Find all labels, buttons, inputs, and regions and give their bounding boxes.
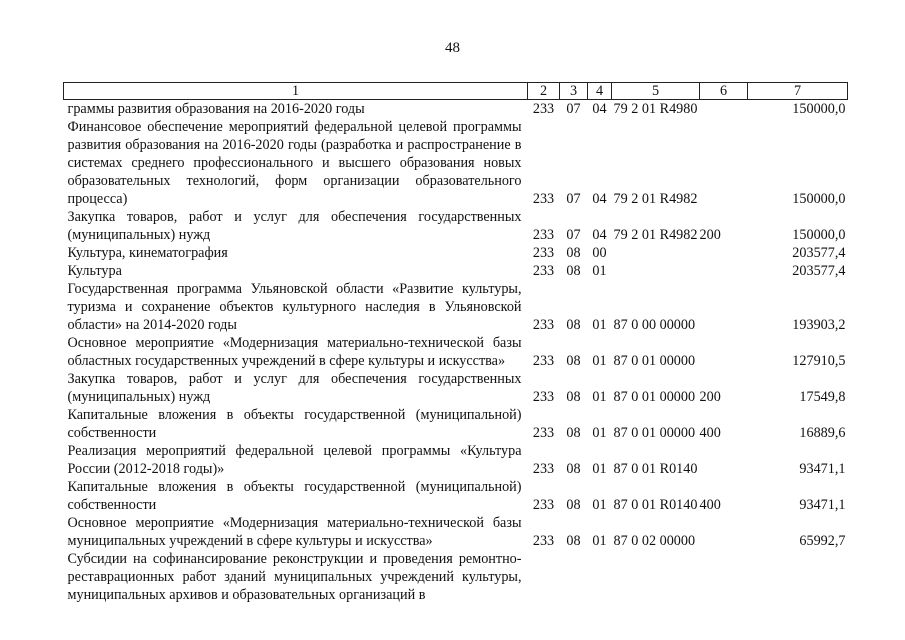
row-ministry-code: 233 bbox=[532, 425, 555, 441]
row-name: Реализация мероприятий федеральной целевой программы «Культура России (2012-2018 годы)» bbox=[67, 443, 522, 477]
row-ministry-code: 233 bbox=[532, 461, 555, 477]
row-target-article: 87 0 01 R0140 bbox=[613, 461, 698, 477]
row-amount: 150000,0 bbox=[792, 227, 846, 243]
row-ministry-code: 233 bbox=[532, 353, 555, 369]
row-ministry-code: 233 bbox=[532, 263, 555, 279]
row-ministry-code: 233 bbox=[532, 101, 555, 117]
column-header: 4 bbox=[588, 83, 612, 100]
row-ministry-code: 233 bbox=[532, 245, 555, 261]
row-name: Государственная программа Ульяновской области «Развитие культуры, туризма и сохранение объектов культурного наследия в Ульяновской области» на 2014-2020 годы bbox=[67, 281, 522, 333]
row-ministry-code: 233 bbox=[532, 533, 555, 549]
row-target-article: 87 0 01 00000 bbox=[613, 389, 696, 405]
row-expense-type: 400 bbox=[699, 425, 721, 441]
row-name: Культура, кинематография bbox=[67, 245, 228, 261]
row-subsection-code: 01 bbox=[592, 389, 607, 405]
row-subsection-code: 01 bbox=[592, 425, 607, 441]
row-amount bbox=[748, 550, 848, 604]
row-subsection-code: 01 bbox=[592, 497, 607, 513]
column-header: 1 bbox=[64, 83, 528, 100]
row-section-code: 08 bbox=[566, 461, 581, 477]
row-amount: 93471,1 bbox=[799, 497, 846, 513]
table-row bbox=[64, 478, 848, 514]
row-section-code: 08 bbox=[566, 389, 581, 405]
row-name: граммы развития образования на 2016-2020 годы bbox=[67, 101, 365, 117]
row-subsection-code: 04 bbox=[592, 191, 607, 207]
row-expense-type bbox=[700, 514, 748, 550]
row-target-article: 87 0 02 00000 bbox=[613, 533, 696, 549]
row-ministry-code: 233 bbox=[532, 497, 555, 513]
row-expense-type: 200 bbox=[699, 389, 721, 405]
row-section-code: 08 bbox=[566, 497, 581, 513]
row-target-article bbox=[612, 244, 700, 262]
row-name: Капитальные вложения в объекты государственной (муниципальной) собственности bbox=[67, 479, 522, 513]
row-section-code: 08 bbox=[566, 317, 581, 333]
row-expense-type bbox=[700, 262, 748, 280]
row-amount: 127910,5 bbox=[792, 353, 846, 369]
row-subsection-code bbox=[588, 550, 612, 604]
row-target-article: 87 0 01 00000 bbox=[613, 353, 696, 369]
row-amount: 150000,0 bbox=[792, 101, 846, 117]
row-section-code bbox=[560, 550, 588, 604]
row-ministry-code: 233 bbox=[532, 317, 555, 333]
table-row bbox=[64, 208, 848, 244]
row-subsection-code: 01 bbox=[592, 317, 607, 333]
row-expense-type bbox=[700, 244, 748, 262]
row-section-code: 08 bbox=[566, 425, 581, 441]
table-row bbox=[64, 262, 848, 280]
row-amount: 203577,4 bbox=[792, 263, 846, 279]
page-number: 48 bbox=[445, 40, 460, 56]
table-row bbox=[64, 370, 848, 406]
row-subsection-code: 01 bbox=[592, 533, 607, 549]
row-section-code: 08 bbox=[566, 245, 581, 261]
column-header: 5 bbox=[612, 83, 700, 100]
column-header: 2 bbox=[528, 83, 560, 100]
row-name: Закупка товаров, работ и услуг для обеспечения государственных (муниципальных) нужд bbox=[67, 371, 522, 405]
row-section-code: 08 bbox=[566, 353, 581, 369]
row-expense-type bbox=[700, 550, 748, 604]
table-header-row bbox=[64, 83, 848, 100]
row-subsection-code: 04 bbox=[592, 101, 607, 117]
row-section-code: 07 bbox=[566, 227, 581, 243]
row-name: Основное мероприятие «Модернизация материально-технической базы областных государственных учреждений в сфере культуры и искусства» bbox=[67, 335, 522, 369]
table-row bbox=[64, 514, 848, 550]
table-row bbox=[64, 334, 848, 370]
row-section-code: 08 bbox=[566, 533, 581, 549]
row-amount: 203577,4 bbox=[792, 245, 846, 261]
row-ministry-code: 233 bbox=[532, 191, 555, 207]
row-amount: 65992,7 bbox=[799, 533, 846, 549]
row-section-code: 07 bbox=[566, 191, 581, 207]
row-name: Финансовое обеспечение мероприятий федеральной целевой программы развития образования на 2016-2020 годы (разработка и распространение в системах среднего профессионального и высшего образования новых образовательных технологий, форм организации образовательного процесса) bbox=[67, 119, 522, 207]
table-row bbox=[64, 442, 848, 478]
table-row bbox=[64, 406, 848, 442]
row-name: Основное мероприятие «Модернизация материально-технической базы муниципальных учреждений в сфере культуры и искусства» bbox=[67, 515, 522, 549]
row-target-article: 79 2 01 R4982 bbox=[613, 191, 698, 207]
table-row bbox=[64, 550, 848, 604]
table-row bbox=[64, 280, 848, 334]
row-expense-type bbox=[700, 118, 748, 208]
row-target-article bbox=[612, 262, 700, 280]
table-row bbox=[64, 118, 848, 208]
row-target-article: 79 2 01 R4982 bbox=[613, 227, 698, 243]
row-name: Капитальные вложения в объекты государственной (муниципальной) собственности bbox=[67, 407, 522, 441]
row-section-code: 08 bbox=[566, 263, 581, 279]
column-header: 7 bbox=[748, 83, 848, 100]
row-subsection-code: 01 bbox=[592, 461, 607, 477]
row-ministry-code bbox=[528, 550, 560, 604]
row-expense-type bbox=[700, 334, 748, 370]
column-header: 3 bbox=[560, 83, 588, 100]
row-ministry-code: 233 bbox=[532, 227, 555, 243]
row-subsection-code: 00 bbox=[592, 245, 607, 261]
table-row bbox=[64, 100, 848, 119]
row-ministry-code: 233 bbox=[532, 389, 555, 405]
row-amount: 150000,0 bbox=[792, 191, 846, 207]
row-name: Закупка товаров, работ и услуг для обеспечения государственных (муниципальных) нужд bbox=[67, 209, 522, 243]
row-expense-type bbox=[700, 100, 748, 119]
row-expense-type: 400 bbox=[699, 497, 721, 513]
row-name: Культура bbox=[67, 263, 122, 279]
row-subsection-code: 04 bbox=[592, 227, 607, 243]
row-expense-type: 200 bbox=[699, 227, 721, 243]
row-amount: 16889,6 bbox=[799, 425, 846, 441]
row-subsection-code: 01 bbox=[592, 353, 607, 369]
table-row bbox=[64, 244, 848, 262]
column-header: 6 bbox=[700, 83, 748, 100]
budget-table bbox=[63, 82, 848, 604]
row-amount: 17549,8 bbox=[799, 389, 846, 405]
row-expense-type bbox=[700, 280, 748, 334]
row-target-article bbox=[612, 550, 700, 604]
row-target-article: 87 0 01 R0140 bbox=[613, 497, 698, 513]
row-subsection-code: 01 bbox=[592, 263, 607, 279]
row-target-article: 79 2 01 R4980 bbox=[613, 101, 698, 117]
row-amount: 193903,2 bbox=[792, 317, 846, 333]
row-expense-type bbox=[700, 442, 748, 478]
row-name: Субсидии на софинансирование реконструкции и проведения ремонтно-реставрационных работ зданий муниципальных учреждений культуры, муниципальных архивов и образовательных организаций в bbox=[67, 551, 522, 603]
row-amount: 93471,1 bbox=[799, 461, 846, 477]
row-target-article: 87 0 00 00000 bbox=[613, 317, 696, 333]
row-target-article: 87 0 01 00000 bbox=[613, 425, 696, 441]
row-section-code: 07 bbox=[566, 101, 581, 117]
